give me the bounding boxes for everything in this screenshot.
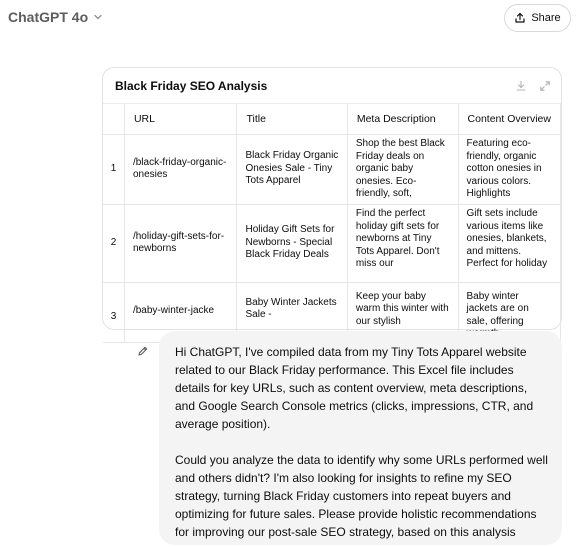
url-cell-text: /baby-winter-jacke: [132, 304, 215, 316]
column-header-title[interactable]: Title: [237, 104, 347, 134]
content-overview-cell[interactable]: [458, 134, 560, 204]
chevron-down-icon: [93, 12, 103, 22]
meta-description-cell-text: Find the perfect holiday gift sets for newborns at Tiny Tots Apparel. Don't miss our: [355, 208, 440, 269]
share-upload-icon: [514, 12, 526, 24]
row-number: 2: [103, 204, 124, 282]
content-overview-cell[interactable]: [458, 204, 560, 282]
expand-icon[interactable]: [539, 80, 551, 92]
share-button[interactable]: [504, 4, 571, 32]
meta-description-cell[interactable]: [347, 134, 458, 204]
meta-description-cell-text: Shop the best Black Friday deals on organic baby onesies. Eco-friendly, soft,: [355, 138, 445, 199]
table-header-row: [103, 104, 561, 134]
meta-description-cell-text: Keep your baby warm this winter with our stylish: [355, 290, 449, 327]
model-selector[interactable]: [8, 9, 103, 25]
share-label: Share: [531, 12, 561, 24]
spreadsheet-preview[interactable]: [102, 67, 562, 330]
user-message-bubble: [159, 331, 562, 545]
model-name: ChatGPT 4o: [8, 9, 89, 25]
url-cell[interactable]: [124, 134, 237, 204]
url-cell-text: /holiday-gift-sets-for-newborns: [132, 230, 225, 254]
column-header-index: [103, 104, 124, 134]
url-cell-text: /black-friday-organic-onesies: [132, 156, 227, 180]
column-header-content-overview[interactable]: Content Overview: [458, 104, 560, 134]
column-header-meta-description[interactable]: Meta Description: [347, 104, 458, 134]
download-icon[interactable]: [515, 80, 527, 92]
title-cell[interactable]: [237, 134, 347, 204]
table-row: [103, 134, 561, 204]
content-overview-cell-text: Gift sets include various items like onesies, blankets, and mittens. Perfect for holiday: [466, 208, 548, 269]
table-row: [103, 204, 561, 282]
spreadsheet-table: [103, 104, 561, 343]
spreadsheet-title: Black Friday SEO Analysis: [115, 78, 268, 93]
row-number: 1: [103, 134, 124, 204]
spreadsheet-header: [103, 68, 561, 104]
column-header-url[interactable]: URL: [124, 104, 237, 134]
title-cell-text: Black Friday Organic Onesies Sale - Tiny Tots Apparel: [245, 150, 339, 187]
user-message-paragraph: Hi ChatGPT, I've compiled data from my Tiny Tots Apparel website related to our Black Friday performance. This Excel file includes details for key URLs, such as content overview, meta descriptions, and Google Search Console metrics (clicks, impressions, CTR, and average position).: [175, 345, 534, 431]
spreadsheet-actions: [515, 80, 551, 92]
user-message-paragraph: Could you analyze the data to identify why some URLs performed well and others didn't? I'm also looking for insights to refine my SEO strategy, turning Black Friday customers into repeat buyers and optimizing for future sales. Please provide holistic recommendations for improving our post-sale SEO strategy, based on this analysis: [175, 453, 548, 539]
url-cell[interactable]: [124, 204, 237, 282]
row-number: 3: [103, 282, 124, 342]
content-overview-cell-text: Featuring eco-friendly, organic cotton onesies in various colors. Highlights: [466, 138, 542, 199]
title-cell[interactable]: [237, 204, 347, 282]
title-cell-text: Baby Winter Jackets Sale -: [245, 296, 337, 320]
content-overview-cell-text: Baby winter jackets are on sale, offering: [466, 290, 529, 327]
meta-description-cell[interactable]: [347, 204, 458, 282]
title-cell-text: Holiday Gift Sets for Newborns - Special Black Friday Deals: [245, 224, 335, 261]
pencil-icon[interactable]: [137, 345, 149, 357]
